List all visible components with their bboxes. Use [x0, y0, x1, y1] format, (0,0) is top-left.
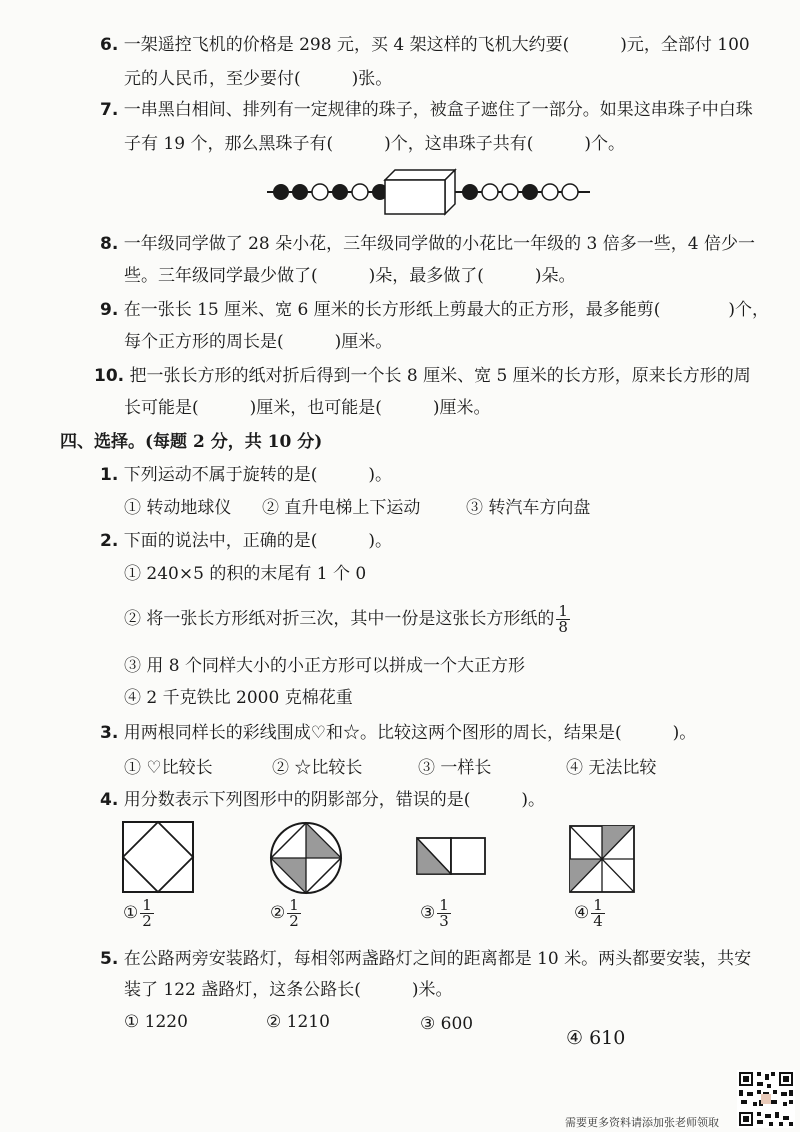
option-3: ③ 转汽车方向盘 [466, 498, 591, 518]
option-3: ③ 用 8 个同样大小的小正方形可以拼成一个大正方形 [124, 656, 526, 676]
white-bead [502, 184, 518, 200]
fraction [437, 898, 451, 929]
option-2: ② 1210 [266, 1012, 330, 1032]
option-1: ① 转动地球仪 [124, 498, 232, 518]
shape-figure-1 [121, 820, 195, 894]
option-4: ④ 2 千克铁比 2000 克棉花重 [124, 688, 353, 708]
fraction [556, 604, 570, 635]
white-bead [482, 184, 498, 200]
black-bead [462, 184, 478, 200]
choice-question-5-line-2 [124, 978, 453, 1002]
option-1: ① 1220 [124, 1012, 188, 1032]
question-6-line-2 [124, 67, 392, 91]
question-10-line-2 [124, 396, 491, 420]
question-8-line-2 [124, 264, 576, 288]
question-number: 6. [100, 35, 119, 55]
black-bead [332, 184, 348, 200]
option-1 [123, 898, 154, 929]
option-2 [124, 604, 570, 635]
question-text: 装了 122 盏路灯，这条公路长( )米。 [124, 980, 453, 1000]
question-8-line-1 [100, 232, 755, 256]
white-bead [542, 184, 558, 200]
option-3: ③ 一样长 [418, 758, 492, 778]
question-number: 8. [100, 234, 119, 254]
question-number: 3. [100, 723, 119, 743]
question-text: 下列运动不属于旋转的是( )。 [123, 465, 392, 485]
fraction-numerator: 1 [439, 896, 449, 914]
question-text: 每个正方形的周长是( )厘米。 [124, 332, 393, 352]
question-text: 把一张长方形的纸对折后得到一个长 8 厘米、宽 5 厘米的长方形，原来长方形的周 [129, 366, 751, 386]
choice-question-2 [100, 529, 392, 553]
question-number: 9. [100, 300, 119, 320]
option-4 [574, 898, 605, 929]
black-bead [273, 184, 289, 200]
option-1: ① 240×5 的积的末尾有 1 个 0 [124, 564, 367, 584]
question-text: 用两根同样长的彩线围成♡和☆。比较这两个图形的周长，结果是( )。 [123, 723, 697, 743]
question-6-line-1 [100, 33, 750, 57]
question-7-line-1 [100, 98, 753, 122]
fraction-numerator: 1 [558, 602, 568, 620]
option-mark: ② [270, 903, 286, 923]
fraction-denominator: 8 [558, 618, 568, 636]
fraction-numerator: 1 [289, 896, 299, 914]
fraction [287, 898, 301, 929]
shape-figure-3 [415, 836, 487, 878]
option-2 [270, 898, 301, 929]
footer-note: 需要更多资料请添加张老师领取 [565, 1116, 719, 1129]
option-4: ④ 610 [566, 1027, 626, 1049]
option-mark: ③ [420, 903, 436, 923]
option-mark: ④ [574, 903, 590, 923]
question-text: 一架遥控飞机的价格是 298 元，买 4 架这样的飞机大约要( )元，全部付 100 [123, 35, 750, 55]
question-number: 1. [100, 465, 119, 485]
option-2: ② 直升电梯上下运动 [262, 498, 421, 518]
option-3: ③ 600 [420, 1014, 474, 1034]
question-text: 下面的说法中，正确的是( )。 [123, 531, 392, 551]
option-text: ② 将一张长方形纸对折三次，其中一份是这张长方形纸的 [124, 609, 555, 629]
shape-figure-4 [568, 824, 636, 894]
question-7-line-2 [124, 132, 625, 156]
option-1: ① ♡比较长 [124, 758, 213, 778]
fraction [591, 898, 605, 929]
question-number: 7. [100, 100, 119, 120]
shape-figure-2 [268, 820, 344, 896]
fraction-numerator: 1 [142, 896, 152, 914]
black-bead [292, 184, 308, 200]
choice-question-5-line-1 [100, 947, 751, 971]
section-title: 四、选择。(每题 2 分，共 10 分) [60, 432, 323, 452]
option-4: ④ 无法比较 [566, 758, 657, 778]
question-number: 4. [100, 790, 119, 810]
question-text: 在公路两旁安装路灯，每相邻两盏路灯之间的距离都是 10 米。两头都要安装，共安 [123, 949, 752, 969]
choice-question-1 [100, 463, 392, 487]
white-bead [352, 184, 368, 200]
question-text: 元的人民币，至少要付( )张。 [124, 69, 393, 89]
question-10-line-1 [94, 364, 751, 388]
option-3 [420, 898, 451, 929]
question-text: 一串黑白相间、排列有一定规律的珠子，被盒子遮住了一部分。如果这串珠子中白珠 [123, 100, 753, 120]
fraction-denominator: 2 [289, 912, 299, 930]
question-number: 5. [100, 949, 119, 969]
option-2: ② ☆比较长 [272, 758, 363, 778]
question-text: 些。三年级同学最少做了( )朵，最多做了( )朵。 [124, 266, 576, 286]
box-cover [385, 170, 455, 214]
fraction-denominator: 4 [593, 912, 603, 930]
question-text: 一年级同学做了 28 朵小花，三年级同学做的小花比一年级的 3 倍多一些，4 倍少一 [123, 234, 755, 254]
fraction-numerator: 1 [593, 896, 603, 914]
fraction-denominator: 2 [142, 912, 152, 930]
question-9-line-2 [124, 330, 392, 354]
question-9-line-1 [100, 298, 769, 322]
fraction-denominator: 3 [439, 912, 449, 930]
choice-question-4 [100, 788, 545, 812]
white-bead [562, 184, 578, 200]
bead-string-figure [265, 168, 595, 228]
white-bead [312, 184, 328, 200]
question-text: 用分数表示下列图形中的阴影部分，错误的是( )。 [123, 790, 545, 810]
black-bead [522, 184, 538, 200]
question-number: 2. [100, 531, 119, 551]
question-number: 10. [94, 366, 125, 386]
question-text: 在一张长 15 厘米、宽 6 厘米的长方形纸上剪最大的正方形，最多能剪( )个， [123, 300, 770, 320]
question-text: 子有 19 个，那么黑珠子有( )个，这串珠子共有( )个。 [124, 134, 625, 154]
qr-code-icon [737, 1070, 795, 1128]
option-mark: ① [123, 903, 139, 923]
choice-question-3 [100, 721, 696, 745]
question-text: 长可能是( )厘米，也可能是( )厘米。 [124, 398, 491, 418]
fraction [140, 898, 154, 929]
